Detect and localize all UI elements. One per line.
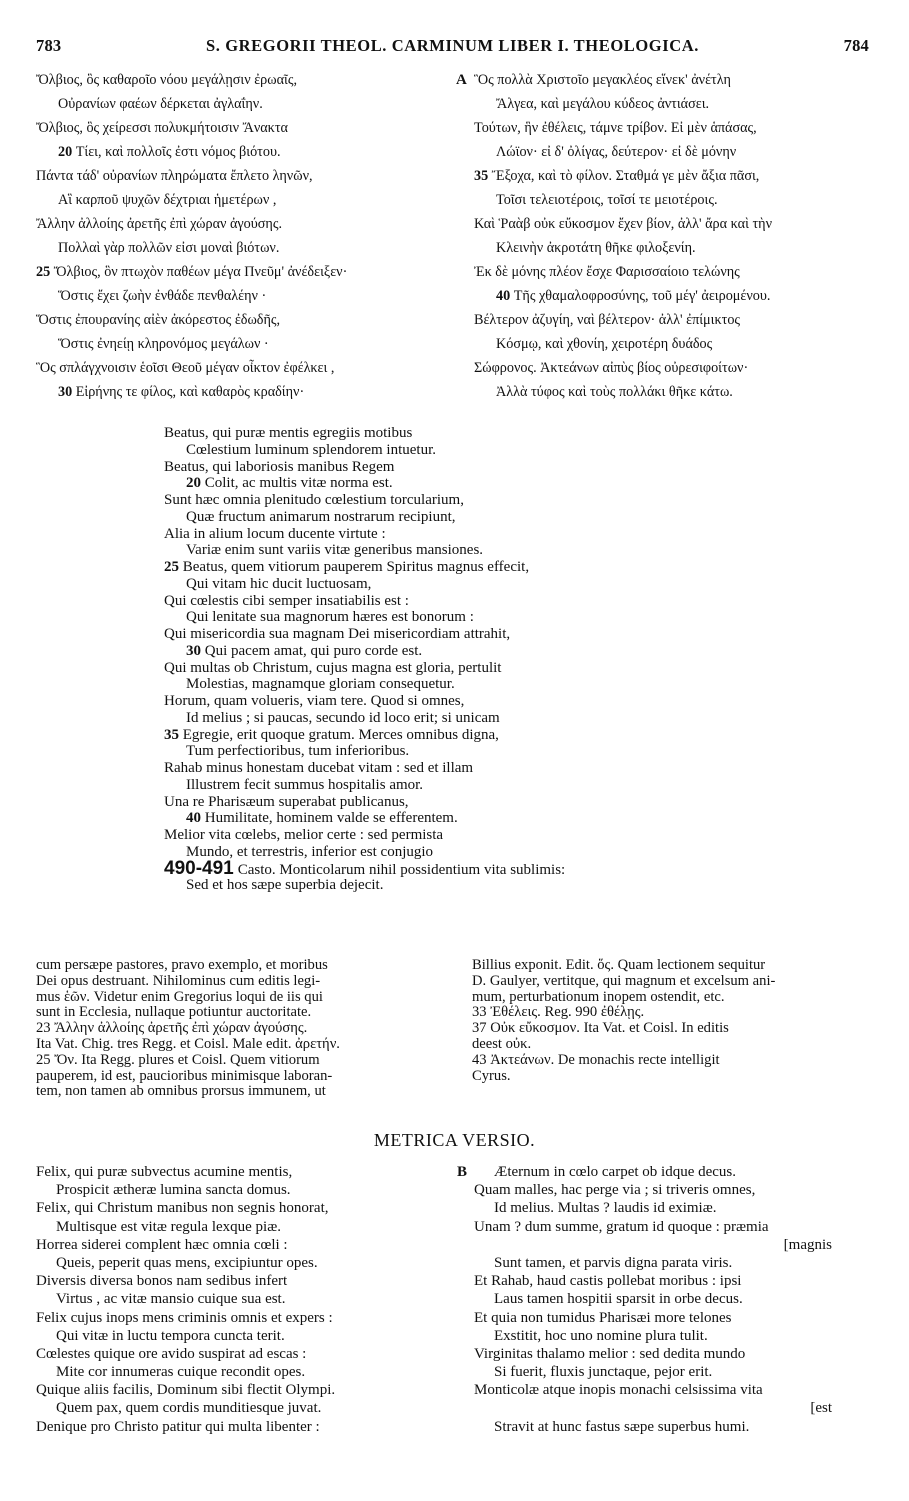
verse-text: Denique pro Christo patitur qui multa libenter : [36,1418,320,1435]
verse-text: Βέλτερον ἀζυγίη, ναὶ βέλτερον· ἀλλ' ἐπίμικτος [474,312,741,328]
verse-text: Laus tamen hospitii sparsit in orbe decus. [494,1291,743,1308]
greek-verse-line [36,356,456,380]
verse-text: Quem pax, quem cordis munditiesque juvat. [56,1400,322,1417]
latin-verse-line [164,459,764,476]
verse-text: Ὃς πολλὰ Χριστοῖο μεγακλέος εἵνεκ' ἀνέτλη [474,72,731,88]
verse-number: 25 [164,559,183,575]
verse-text: Mite cor innumeras cuique recondit opes. [56,1364,306,1381]
verse-number: 35 [474,168,492,184]
latin-verse-line [164,425,764,442]
verse-text: Qui misericordia sua magnam Dei misericordiam attrahit, [164,626,511,642]
verse-text: Quam malles, hac perge via ; si triveris omnes, [474,1182,756,1199]
verse-text: Beatus, qui laboriosis manibus Regem [164,458,395,475]
metrica-verse-line [474,1290,874,1308]
metrica-verse-line [474,1272,874,1290]
verse-text: Beatus, qui puræ mentis egregiis motibus [164,425,413,441]
verse-text: Casto. Monticolarum nihil possidentium vita sublimis: [237,861,566,878]
verse-text: Καὶ Ῥαὰβ οὐκ εὔκοσμον ἔχεν βίον, ἀλλ' ἄρα καὶ τὴν [474,216,772,232]
verse-text: Virginitas thalamo melior : sed dedita mundo [474,1345,746,1362]
metrica-verse-line [36,1399,466,1417]
latin-verse-line [164,794,764,811]
latin-verse-line [164,526,764,543]
metrica-verse-line [36,1163,466,1181]
verse-text: Ὅστις ἐπουρανίης αἰὲν ἀκόρεστος ἐδωδῆς, [36,312,281,328]
verse-text: Quique aliis facilis, Dominum sibi flectit Olympi. [36,1382,336,1399]
metrica-verse-line [36,1290,466,1308]
verse-text: Variæ enim sunt variis vitæ generibus mansiones. [186,542,484,559]
verse-number: 25 [36,264,54,280]
note-line: 43 Ἀκτεάνων. De monachis recte intelligit [472,1051,720,1068]
greek-verse-line [36,260,456,284]
note-line: 23 Ἄλλην ἀλλοίης ἀρετῆς ἐπὶ χώραν ἀγούσης. [36,1020,308,1037]
verse-text: Ἐκ δὲ μόνης πλέον ἔσχε Φαρισσαίοιο τελώνης [474,264,740,280]
latin-verse-line [164,626,764,643]
greek-column-left [36,68,456,404]
verse-text: Qui multas ob Christum, cujus magna est gloria, pertulit [164,659,502,676]
verse-text: Ὅστις ἔχει ζωὴν ἐνθάδε πενθαλέην · [58,288,267,304]
metrica-column-right [474,1163,874,1436]
greek-verse-line [36,332,456,356]
latin-verse-line [164,810,764,827]
greek-verse-line [36,68,456,92]
verse-text: Ἔξοχα, καὶ τὸ φίλον. Σταθμά γε μὲν ἄξια πᾶσι, [491,168,760,184]
latin-verse-line [164,542,764,559]
note-line: 37 Οὐκ εὔκοσμον. Ita Vat. et Coisl. In editis [472,1020,729,1037]
latin-verse-line [164,710,764,727]
verse-text: Qui cœlestis cibi semper insatiabilis est : [164,592,409,609]
greek-verse-line [474,380,874,404]
latin-verse-line [164,576,764,593]
latin-verse-line [164,643,764,660]
metrica-verse-line [36,1199,466,1217]
running-title: S. GREGORII THEOL. CARMINUM LIBER I. THEOLOGICA. [205,36,700,55]
verse-text: Colit, ac multis vitæ norma est. [204,475,393,492]
verse-text: Molestias, magnamque gloriam consequetur. [186,676,455,693]
greek-verse-line [36,116,456,140]
verse-text: Πάντα τάδ' οὐρανίων πληρώματα ἔπλετο ληνῶν, [36,168,313,184]
verse-text: Prospicit ætheræ lumina sancta domus. [56,1182,291,1199]
running-header [36,36,869,58]
greek-verse-line [474,308,874,332]
greek-verse-line [36,92,456,116]
latin-verse-line [164,475,764,492]
section-title: METRICA VERSIO. [373,1130,536,1150]
verse-number: 35 [164,726,183,743]
verse-text: Sunt tamen, et parvis digna parata viris. [494,1254,733,1271]
note-line: Billius exponit. Edit. ὅς. Quam lectionem sequitur [472,957,766,973]
metrica-verse-line [474,1418,874,1436]
verse-number: 30 [186,642,205,659]
latin-translation [164,425,764,894]
greek-column-right [474,68,874,404]
greek-verse-line [474,68,874,92]
verse-text: Τῆς χθαμαλοφροσύνης, τοῦ μέγ' ἀειρομένου. [513,288,771,304]
greek-verse-line [36,284,456,308]
greek-verse-line [474,116,874,140]
greek-verse-line [36,188,456,212]
verse-text: Τούτων, ἣν ἐθέλεις, τάμνε τρίβον. Εἰ μὲν ἁπάσας, [474,120,757,136]
note-line: mus ἑῶν. Videtur enim Gregorius loqui de iis qui [36,988,323,1005]
latin-verse-line [164,857,764,879]
verse-text: Εἰρήνης τε φίλος, καὶ καθαρὸς κραδίην· [75,384,305,400]
verse-text: Ὄλβιος, ὃν πτωχὸν παθέων μέγα Πνεῦμ' ἀνέδειξεν· [53,264,348,280]
verse-text: Tum perfectioribus, tum inferioribus. [186,743,410,760]
verse-text: Qui vitæ in luctu tempora cuncta terit. [56,1327,285,1344]
metrica-verse-line [36,1327,466,1345]
verse-text: Æternum in cœlo carpet ob idque decus. [494,1164,737,1180]
greek-verse-line [474,332,874,356]
note-line: Ita Vat. Chig. tres Regg. et Coisl. Male edit. ἀρετήν. [36,1035,340,1052]
latin-verse-line [164,593,764,610]
latin-verse-line [164,743,764,760]
greek-verse-line [474,212,874,236]
latin-verse-line [164,509,764,526]
metrica-verse-line [474,1309,874,1327]
verse-text: Αἳ καρποῦ ψυχῶν δέχτριαι ἡμετέρων , [58,192,277,208]
metrica-verse-line [36,1218,466,1236]
verse-text: Οὐρανίων φαέων δέρκεται ἀγλαΐην. [58,96,263,112]
metrica-verse-line [474,1218,874,1236]
latin-verse-line [164,844,764,861]
verse-text: Beatus, quem vitiorum pauperem Spiritus magnus effecit, [182,559,530,575]
greek-verse-line [474,356,874,380]
verse-text: Una re Pharisæum superabat publicanus, [164,793,409,810]
note-line: 33 Ἐθέλεις. Reg. 990 ἐθέλῃς. [472,1004,645,1021]
verse-text: Qui pacem amat, qui puro corde est. [204,642,423,659]
latin-verse-line [164,760,764,777]
greek-verse-line [36,164,456,188]
latin-verse-line [164,777,764,794]
note-line: deest οὐκ. [472,1035,532,1052]
greek-verse-line [474,92,874,116]
verse-text: Τίει, καὶ πολλοῖς ἐστι νόμος βιότου. [75,144,281,160]
latin-verse-line [164,492,764,509]
note-line: D. Gaulyer, vertitque, qui magnum et excelsum ani- [472,972,776,989]
metrica-verse-line [474,1363,874,1381]
verse-text: Multisque est vitæ regula lexque piæ. [56,1218,281,1235]
verse-text: Κόσμῳ, καὶ χθονίη, χειροτέρη δυάδος [496,336,713,352]
verse-text: Λώϊον· εἰ δ' ὀλίγας, δεύτερον· εἰ δὲ μόνην [496,144,737,160]
greek-verse-line [474,284,874,308]
greek-verse-line [36,380,456,404]
note-line: mum, perturbationum inopem ostendit, etc. [472,988,725,1005]
metrica-verse-line [36,1418,466,1436]
greek-verse-line [474,164,874,188]
verse-number: 20 [186,475,205,492]
metrica-verse-line [474,1381,874,1399]
greek-verse-line [474,260,874,284]
note-line: 25 Ὄν. Ita Regg. plures et Coisl. Quem vitiorum [36,1051,320,1068]
verse-text: Unam ? dum summe, gratum id quoque : præmia [474,1218,769,1235]
verse-text: Cœlestium luminum splendorem intuetur. [186,441,436,458]
verse-text: Πολλαὶ γὰρ πολλῶν εἰσι μοναὶ βιότων. [58,240,280,256]
metrica-verse-line [474,1345,874,1363]
verse-text: Id melius ; si paucas, secundo id loco erit; si unicam [186,709,500,726]
metrica-verse-line [36,1381,466,1399]
verse-text: Ὅστις ἐνηείῃ κληρονόμος μεγάλων · [58,336,269,352]
metrica-verse-line [474,1181,874,1199]
metrica-verse-line [474,1199,874,1217]
latin-verse-line [164,660,764,677]
verse-text: Ἄλγεα, καὶ μεγάλου κύδεος ἀντιάσει. [496,96,710,112]
verse-text: Sunt hæc omnia plenitudo cœlestium torcularium, [164,492,464,508]
column-reference: 490-491 [164,857,234,879]
verse-text: Ἄλλην ἀλλοίης ἀρετῆς ἐπὶ χώραν ἀγούσης. [36,216,283,232]
latin-verse-line [164,727,764,744]
verse-text: Qui lenitate sua magnorum hæres est bonorum : [186,609,474,626]
metrica-verse-line [474,1327,874,1345]
verse-text: Κλεινὴν ἀκροτάτη θῆκε φιλοξενίη. [496,240,696,256]
verse-text: Quæ fructum animarum nostrarum recipiunt, [186,508,456,525]
verse-text: Rahab minus honestam ducebat vitam : sed et illam [164,760,474,776]
latin-verse-line [164,693,764,710]
latin-verse-line [164,676,764,693]
metrica-verse-line [36,1272,466,1290]
metrica-verse-line [36,1363,466,1381]
latin-verse-line [164,442,764,459]
verse-text: Sed et hos sæpe superbia dejecit. [186,877,384,894]
metrica-verse-line [474,1163,874,1181]
metrica-verse-line [474,1236,874,1254]
verse-number: 40 [496,288,514,304]
verse-number: 20 [58,144,76,160]
verse-text: Monticolæ atque inopis monachi celsissima vita [474,1382,763,1399]
verse-text: Ὄλβιος, ὃς χείρεσσι πολυκμήτοισιν Ἄνακτα [36,120,288,136]
latin-verse-line [164,877,764,894]
notes-column-left [36,958,456,1100]
latin-verse-line [164,827,764,844]
note-line: pauperem, id est, paucioribus minimisque laboran- [36,1067,333,1084]
greek-verse-line [36,212,456,236]
verse-text: Humilitate, hominem valde se efferentem. [204,810,458,827]
metrica-verse-line [474,1399,874,1417]
greek-verse-line [36,140,456,164]
verse-text: Ἀλλὰ τύφος καὶ τοὺς πολλάκι θῆκε κάτω. [496,384,733,400]
metrica-verse-line [36,1236,466,1254]
latin-verse-line [164,609,764,626]
verse-text: Queis, peperit quas mens, excipiuntur opes. [56,1254,318,1271]
note-line: Dei opus destruant. Nihilominus cum editis legi- [36,972,321,989]
note-line: sunt in Ecclesia, nullaque potiuntur auctoritate. [36,1004,312,1021]
verse-text: Alia in alium locum ducente virtute : [164,525,386,542]
greek-verse-line [474,140,874,164]
verse-text: Virtus , ac vitæ mansio cuique sua est. [56,1291,286,1308]
verse-text: Qui vitam hic ducit luctuosam, [186,575,372,592]
page-number-right: 784 [843,36,869,55]
greek-verse-line [36,236,456,260]
verse-text: Diversis diversa bonos nam sedibus infert [36,1273,288,1290]
verse-text: Felix, qui Christum manibus non segnis honorat, [36,1200,329,1217]
greek-verse-line [474,236,874,260]
verse-text: Stravit at hunc fastus sæpe superbus humi. [494,1418,750,1435]
column-marker-b: B [457,1164,468,1180]
greek-verse-line [36,308,456,332]
verse-text: Cœlestes quique ore avido suspirat ad escas : [36,1345,307,1362]
verse-text: Σώφρονος. Ἀκτεάνων αἰπὺς βίος οὐρεσιφοίτων· [474,360,749,376]
verse-text: Felix cujus inops mens criminis omnis et expers : [36,1309,333,1326]
metrica-column-left [36,1163,466,1436]
verse-text: [est [810,1400,832,1417]
metrica-verse-line [36,1181,466,1199]
metrica-verse-line [36,1309,466,1327]
metrica-verse-line [36,1254,466,1272]
verse-text: Id melius. Multas ? laudis id eximiæ. [494,1200,717,1217]
verse-number: 30 [58,384,76,400]
note-line: cum persæpe pastores, pravo exemplo, et moribus [36,957,328,973]
note-line: Cyrus. [472,1067,511,1084]
greek-verse-line [474,188,874,212]
verse-text: Ὄλβιος, ὃς καθαροῖο νόου μεγάλῃσιν ἐρωαῖς, [36,72,297,88]
page-number-left: 783 [36,36,62,55]
verse-text: Exstitit, hoc uno nomine plura tulit. [494,1327,708,1344]
verse-text: [magnis [783,1236,832,1253]
verse-text: Felix, qui puræ subvectus acumine mentis, [36,1164,293,1180]
verse-number: 40 [186,810,205,827]
verse-text: Τοῖσι τελειοτέροις, τοῖσί τε μειοτέροις. [496,192,718,208]
verse-text: Illustrem fecit summus hospitalis amor. [186,776,424,793]
latin-verse-line [164,559,764,576]
metrica-verse-line [36,1345,466,1363]
notes-column-right [472,958,877,1084]
verse-text: Ὃς σπλάγχνοισιν ἑοῖσι Θεοῦ μέγαν οἶκτον ἐφέλκει , [36,360,335,376]
verse-text: Si fuerit, fluxis junctaque, pejor erit. [494,1364,713,1381]
verse-text: Horum, quam volueris, viam tere. Quod si omnes, [164,693,465,709]
metrica-verse-line [474,1254,874,1272]
verse-text: Horrea siderei complent hæc omnia cœli : [36,1236,288,1253]
column-marker-a: A [456,72,467,88]
verse-text: Et Rahab, haud castis pollebat moribus : ipsi [474,1273,742,1290]
verse-text: Et quia non tumidus Pharisæi more telones [474,1309,732,1326]
verse-text: Mundo, et terrestris, inferior est conjugio [186,843,434,860]
note-line: tem, non tamen ab omnibus prorsus immunem, ut [36,1083,326,1100]
verse-text: Melior vita cœlebs, melior certe : sed permista [164,827,444,843]
verse-text: Egregie, erit quoque gratum. Merces omnibus digna, [182,726,499,743]
